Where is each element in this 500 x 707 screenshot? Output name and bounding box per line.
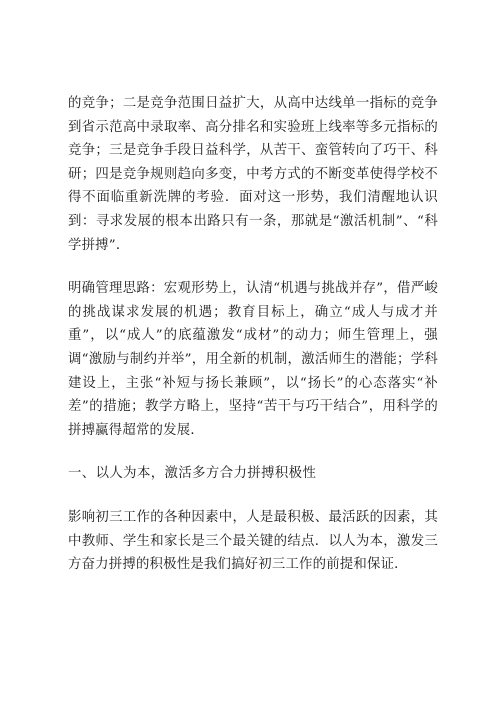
section-heading: 一、以人为本，激活多方合力拼搏积极性: [68, 466, 317, 482]
body-paragraph-competition: 的竞争；二是竞争范围日益扩大，从高中达线单一指标的竞争到省示范高中录取率、高分排名和实验班上线率等多元指标的竞争；三是竞争手段日益科学，从苦干、蛮管转向了巧干、科研；四是竞争规则趋向多变，中考方式的不断变革使得学校不得不面临重新洗牌的考验．面对这一形势，我们清醒地认识到：寻求发展的根本出路只有一条，那就是“激活机制”、“科学拼搏”．: [68, 96, 438, 253]
body-paragraph-management: 明确管理思路：宏观形势上，认清“机遇与挑战并存”，借严峻的挑战谋求发展的机遇；教育目标上，确立“成人与成才并重”，以“成人”的底蕴激发“成材”的动力；师生管理上，强调“激励与制约并举”，用全新的机制，激活师生的潜能；学科建设上，主张“补短与扬长兼顾”，以“扬长”的心态落实“补差”的措施；教学方略上，坚持“苦干与巧干结合”，用科学的拼搏赢得超常的发展．: [68, 281, 438, 438]
body-paragraph-people: 影响初三工作的各种因素中，人是最积极、最活跃的因素，其中教师、学生和家长是三个最关键的结点．以人为本，激发三方奋力拼搏的积极性是我们搞好初三工作的前提和保证．: [68, 509, 438, 573]
